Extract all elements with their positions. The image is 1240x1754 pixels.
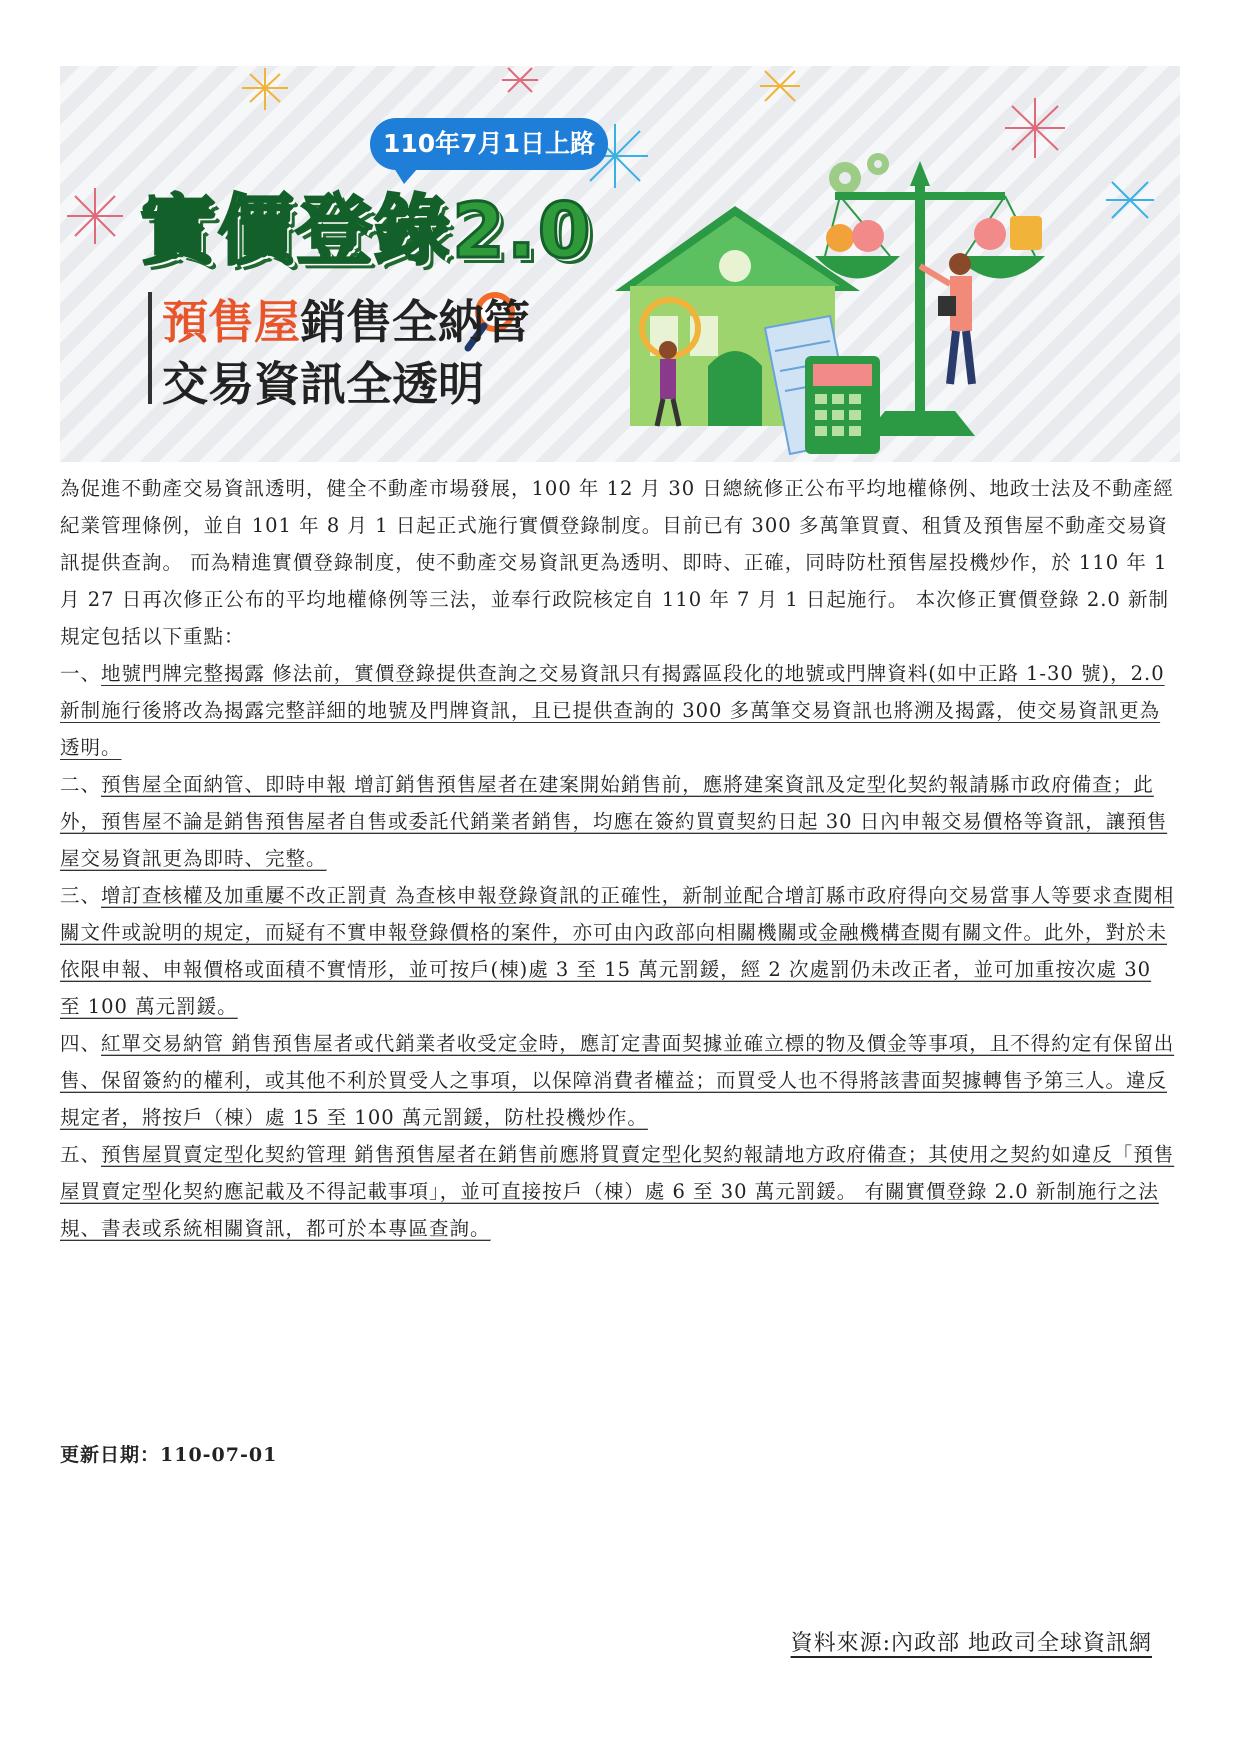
update-date: 更新日期：110-07-01 xyxy=(60,1444,278,1466)
banner-subtitle-1 xyxy=(162,286,530,352)
firework-icon xyxy=(67,188,123,244)
subtitle-rest: 銷售全納管 xyxy=(300,295,530,349)
firework-icon xyxy=(502,68,538,92)
article-body xyxy=(60,470,1178,1247)
header-banner xyxy=(60,66,1180,462)
coin-icon xyxy=(826,216,1042,252)
list-item xyxy=(60,877,1178,1025)
item-prefix: 一、 xyxy=(60,662,102,685)
banner-subtitle-2: 交易資訊全透明 xyxy=(162,357,484,411)
launch-date-badge: 110年7月1日上路 xyxy=(370,118,608,170)
calculator-icon xyxy=(805,356,880,454)
firework-icon xyxy=(242,68,288,110)
firework-icon xyxy=(1106,182,1154,218)
item-text: 預售屋全面納管、即時申報 增訂銷售預售屋者在建案開始銷售前，應將建案資訊及定型化契約報請縣市政府備查；此外，預售屋不論是銷售預售屋者自售或委託代銷業者銷售，均應在簽約買賣契約日起 30 日內申報交易價格等資訊，讓預售屋交易資訊更為即時、完整。 xyxy=(60,773,1168,870)
banner-divider xyxy=(148,292,152,404)
banner-title: 實價登錄2.0 xyxy=(140,186,593,275)
item-prefix: 三、 xyxy=(60,884,102,907)
source-credit: 資料來源:內政部 地政司全球資訊網 xyxy=(790,1631,1152,1656)
item-prefix: 四、 xyxy=(60,1032,102,1055)
list-item xyxy=(60,766,1178,877)
list-item xyxy=(60,1025,1178,1136)
item-text: 紅單交易納管 銷售預售屋者或代銷業者收受定金時，應訂定書面契據並確立標的物及價金等事項，且不得約定有保留出售、保留簽約的權利，或其他不利於買受人之事項，以保障消費者權益；而買受人也不得將該書面契據轉售予第三人。違反規定者，將按戶（棟）處 15 至 100 萬元罰鍰，防杜投機炒作。 xyxy=(60,1032,1175,1129)
intro-paragraph: 為促進不動產交易資訊透明，健全不動產市場發展，100 年 12 月 30 日總統修正公布平均地權條例、地政士法及不動產經紀業管理條例，並自 101 年 8 月 1 日起正式施行實價登錄制度。目前已有 300 多萬筆買賣、租賃及預售屋不動產交易資訊提供查詢。 而為精進實價登錄制度，使不動產交易資訊更為透明、即時、正確，同時防杜預售屋投機炒作，於 110 年 1 月 27 日再次修正公布的平均地權條例等三法，並奉行政院核定自 110 年 7 月 1 日起施行。 本次修正實價登錄 2.0 新制規定包括以下重點： xyxy=(60,477,1174,648)
item-prefix: 五、 xyxy=(60,1143,102,1166)
item-text: 地號門牌完整揭露 修法前，實價登錄提供查詢之交易資訊只有揭露區段化的地號或門牌資料(如中正路 1-30 號)，2.0 新制施行後將改為揭露完整詳細的地號及門牌資訊，且已提供查詢的 300 多萬筆交易資訊也將溯及揭露，使交易資訊更為透明。 xyxy=(60,662,1165,759)
gear-icon xyxy=(829,153,889,194)
list-item xyxy=(60,1136,1178,1247)
subtitle-highlight: 預售屋 xyxy=(162,295,300,349)
item-prefix: 二、 xyxy=(60,773,102,796)
item-text: 預售屋買賣定型化契約管理 銷售預售屋者在銷售前應將買賣定型化契約報請地方政府備查；其使用之契約如違反「預售屋買賣定型化契約應記載及不得記載事項」，並可直接按戶（棟）處 6 至 30 萬元罰鍰。 有關實價登錄 2.0 新制施行之法規、書表或系統相關資訊，都可於本專區查詢。 xyxy=(60,1143,1175,1240)
person-icon xyxy=(920,253,972,384)
firework-icon xyxy=(1005,98,1065,158)
item-text: 增訂查核權及加重屢不改正罰責 為查核申報登錄資訊的正確性，新制並配合增訂縣市政府得向交易當事人等要求查閱相關文件或說明的規定，而疑有不實申報登錄價格的案件，亦可由內政部向相關機關或金融機構查閱有關文件。此外，對於未依限申報、申報價格或面積不實情形，並可按戶(棟)處 3 至 15 萬元罰鍰，經 2 次處罰仍未改正者，並可加重按次處 30 至 100 萬元罰鍰。 xyxy=(60,884,1175,1018)
firework-icon xyxy=(760,71,800,101)
list-item xyxy=(60,655,1178,766)
